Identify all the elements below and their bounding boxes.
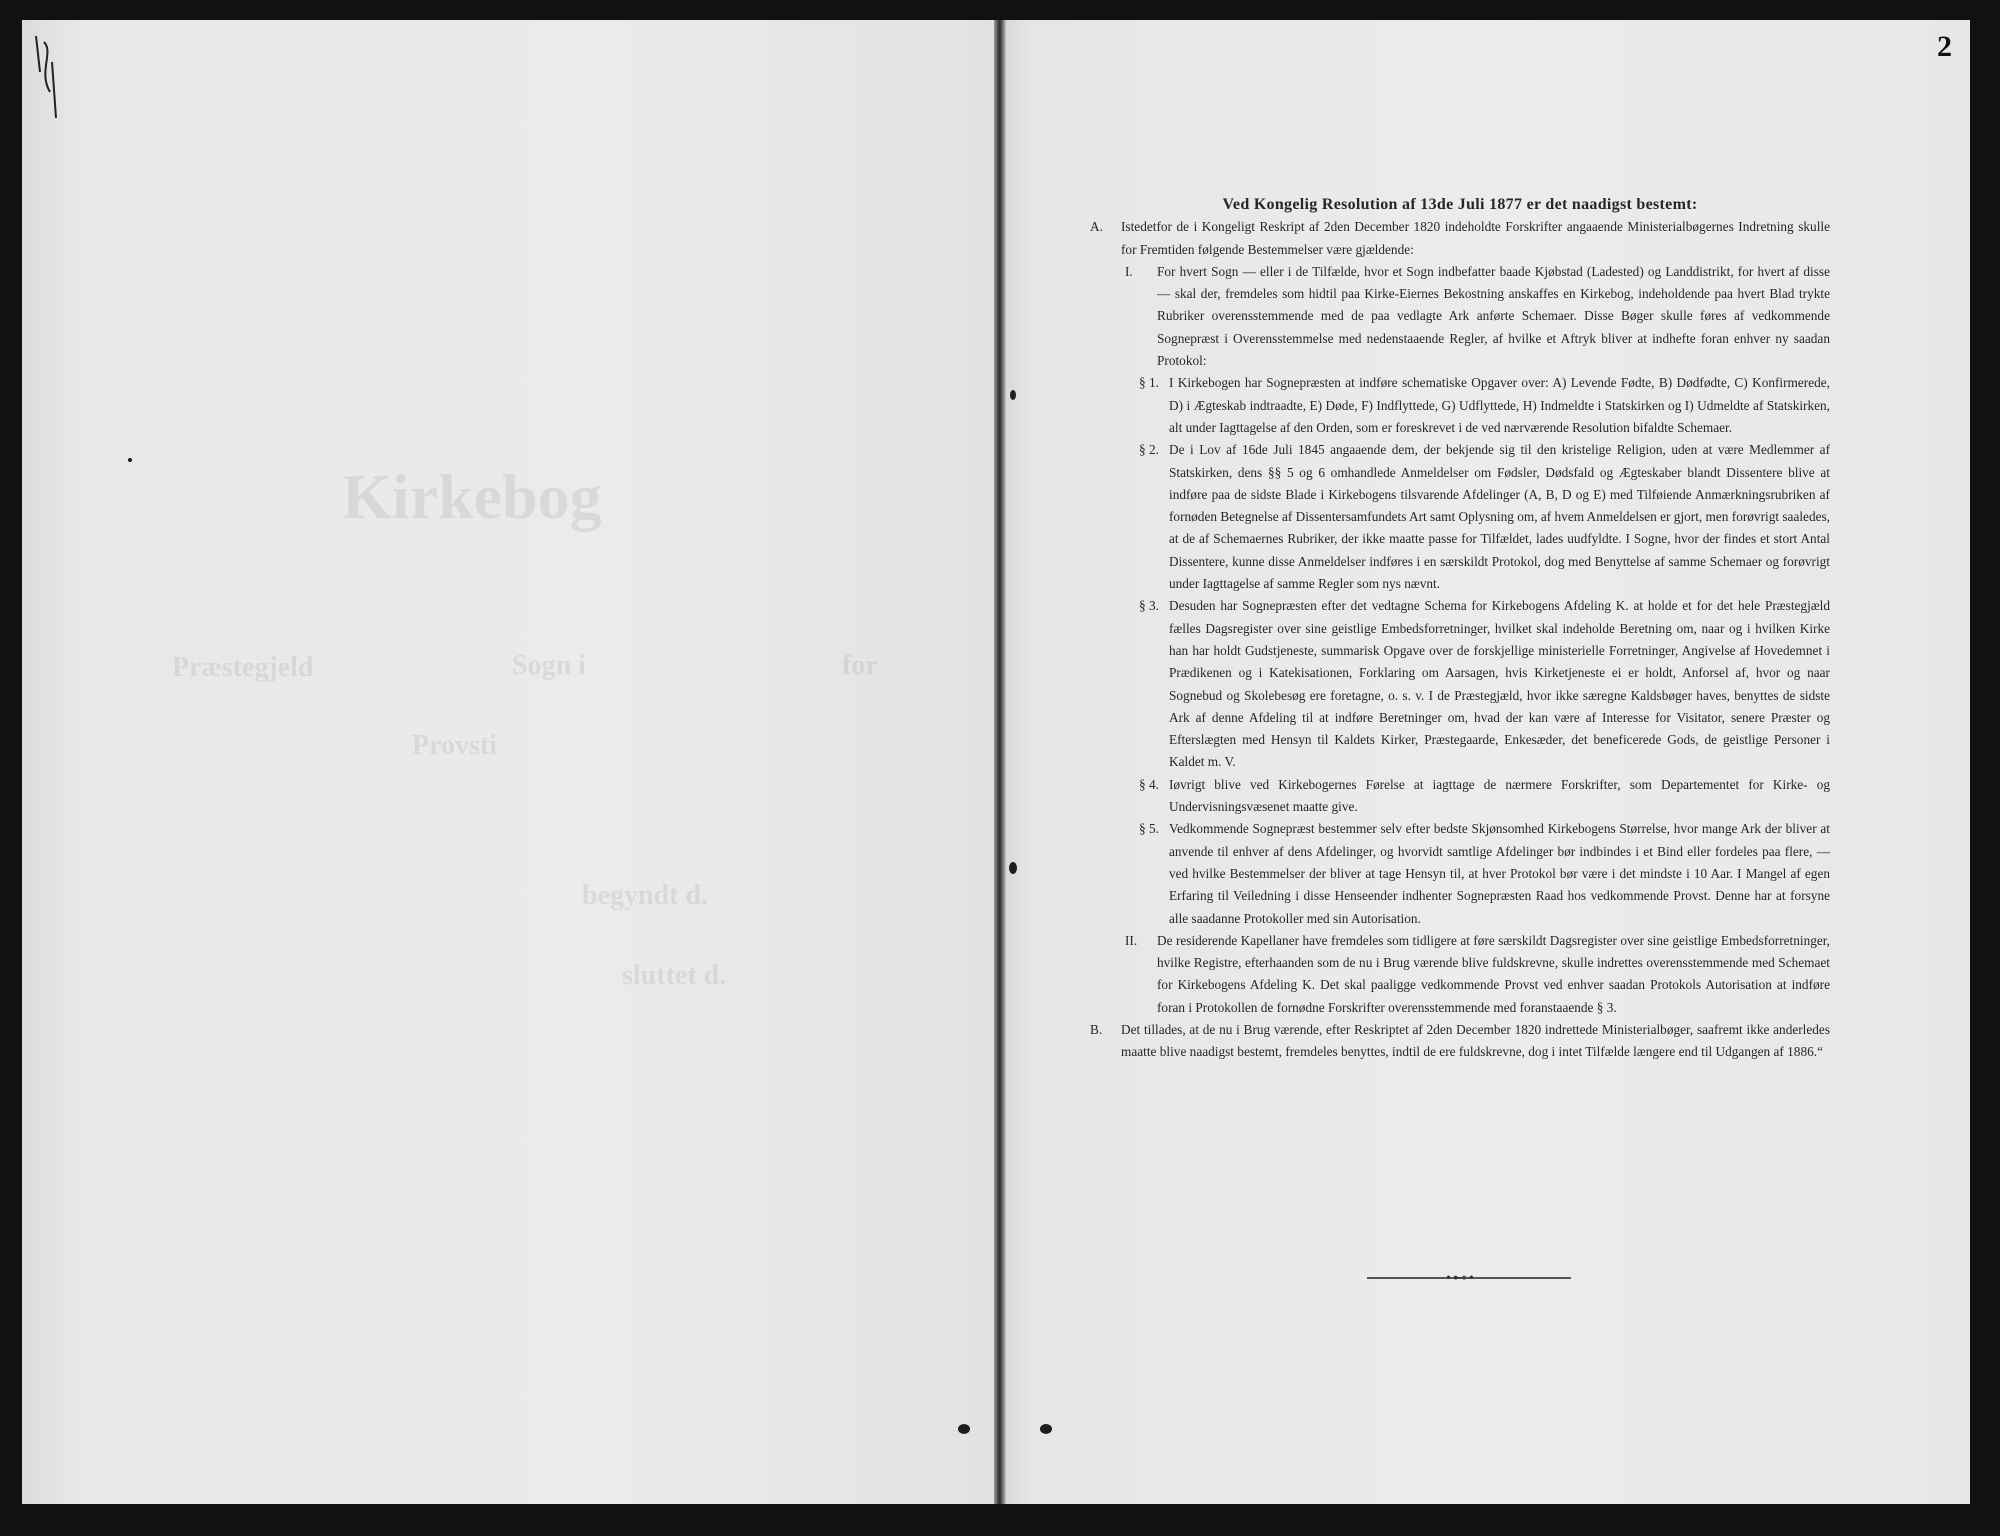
section-a-label: A. (1090, 219, 1103, 235)
paragraph-5-text: Vedkommende Sognepræst bestemmer selv efter bedste Skjønsomhed Kirkebogens Størrelse, hvor mange Ark der bliver at anvende til enhver af dens Afdelinger, og hvorvidt samtlige Afdelinger bør indbindes i et Bind eller fordeles paa flere, — ved hvilke Bestemmelser der bliver at tage Hensyn til, at hver Protokol bør være i det mindste i 10 Aar. I Mangel af egen Erfaring til Veiledning i disse Henseender indhenter Sognepræsten Raad hos vedkommende Provst. Denne har at forsyne alle saadanne Protokoller med sin Autorisation. (1169, 821, 1830, 926)
page-heading: Ved Kongelig Resolution af 13de Juli 1877 er det naadigst bestemt: (1222, 196, 1698, 213)
binding-thread (958, 1424, 970, 1434)
section-a (1090, 216, 1830, 261)
book-gutter (994, 20, 1006, 1504)
section-a-ii-text: De residerende Kapellaner have fremdeles som tidligere at føre særskildt Dagsregister over sine geistlige Embedsforretninger, hvilke Registre, efterhaanden som de nu i Brug værende blive fuldskrevne, skulle indrettes overensstemmende med Schemaet for Kirkebogens Afdeling K. Det skal paaligge vedkommende Provst ved enhver saadan Protokols Autorisation at indføre foran i Protokollen de fornødne Forskrifter overensstemmende med foranstaaende § 3. (1157, 932, 1830, 1015)
paragraph-2-text: De i Lov af 16de Juli 1845 angaaende dem, der bekjende sig til den kristelige Religion, uden at være Medlemmer af Statskirken, dens §§ 5 og 6 omhandlede Anmeldelser om Fødsler, Dødsfald og Ægteskaber blandt Dissentere blive at indføre paa de sidste Blade i Kirkebogens tilsvarende Afdelinger (A, B, D og E) med Tilføiende Anmærkningsrubriken af fornøden Betegnelse af Dissentersamfundets Art samt Oplysning om, af hvem Anmeldelsen er gjort, men forøvrigt saaledes, at de af Schemaernes Rubriker, der ikke maatte passe for Tilfældet, lades uudfyldte. I Sogne, hvor der findes et stort Antal Dissentere, kunne disse Anmeldelser indføres i en særskildt Protokol, dog med Benyttelse af samme Schemaer og forøvrigt under Iagttagelse af samme Regler som nys nævnt. (1169, 442, 1830, 592)
ghost-line-sluttet: sluttet d. (622, 960, 727, 991)
ghost-line-for: for (842, 650, 878, 681)
paragraph-4-label: § 4. (1139, 776, 1159, 792)
paragraph-2 (1139, 439, 1830, 595)
section-b-text: Det tillades, at de nu i Brug værende, efter Reskriptet af 2den December 1820 indrettede Ministerialbøger, saafremt ikke anderledes maatte blive naadigst bestemt, fremdeles benyttes, indtil de ere fuldskrevne, dog i intet Tilfælde længere end til Udgangen af 1886.“ (1121, 1021, 1830, 1060)
section-b-label: B. (1090, 1021, 1103, 1037)
section-a-i-text: For hvert Sogn — eller i de Tilfælde, hvor et Sogn indbefatter baade Kjøbstad (Ladested) og Landdistrikt, for hvert af disse — skal der, fremdeles som hidtil paa Kirke-Eiernes Bekostning anskaffes en Kirkebog, indeholdende paa hvert Blad trykte Rubriker overensstemmende med de paa vedlagte Ark anførte Schemaer. Disse Bøger skulle føres af vedkommende Sognepræst i Overensstemmelse med nedenstaaende Regler, af hvilke et Aftryk bliver at indhefte foran enhver ny saadan Protokol: (1157, 263, 1830, 369)
paragraph-3 (1139, 595, 1830, 773)
ghost-line-prestegjeld: Præstegjeld (172, 652, 314, 683)
paragraph-4 (1139, 774, 1830, 819)
left-page (22, 20, 1000, 1504)
paragraph-5 (1139, 818, 1830, 929)
ghost-line-sogn: Sogn i (512, 650, 586, 681)
section-a-text: Istedetfor de i Kongeligt Reskript af 2den December 1820 indeholdte Forskrifter angaaende Ministerialbøgernes Indretning skulle for Fremtiden følgende Bestemmelser være gjældende: (1121, 219, 1830, 257)
paragraph-1-text: I Kirkebogen har Sognepræsten at indføre schematiske Opgaver over: A) Levende Fødte, B) Dødfødte, C) Konfirmerede, D) i Ægteskab indtraadte, E) Døde, F) Indflyttede, G) Udflyttede, H) Indmeldte i Statskirken og I) Udmeldte af Statskirken, alt under Iagttagelse af den Orden, som er foreskrevet i de ved nærværende Resolution bifaldte Schemaer. (1169, 375, 1830, 435)
section-a-ii (1125, 930, 1830, 1019)
paragraph-3-text: Desuden har Sognepræsten efter det vedtagne Schema for Kirkebogens Afdeling K. at holde et for det hele Præstegjæld fælles Dagsregister over sine geistlige Embedsforretninger, hvilket skal indeholde Beretning om, naar og i hvilken Kirke han har holdt Gudstjeneste, summarisk Opgave over de forskjellige ministerielle Forretninger, Angivelse af Hovedemnet i Prædikenen og i Katekisationen, Forklaring om Aarsagen, hvis Kirketjeneste ei er holdt, Anforsel af, hvor og naar Sognebud og Skolebesøg ere foretagne, o. s. v. I de Præstegjæld, hvor ikke særegne Kaldsbøger haves, benyttes de sidste Ark af denne Afdeling til at indføre Beretninger om, hvad der kan være af Interesse for Visitator, senere Præster og Efterslægten med Hensyn til Kaldets Kirker, Præstegaarde, Enkesæder, det beneficerede Gods, de geistlige Personer i Kaldet m. V. (1169, 598, 1830, 770)
paragraph-1 (1139, 372, 1830, 439)
binding-thread (1040, 1424, 1052, 1434)
section-b (1090, 1019, 1830, 1064)
pencil-scribble-icon (30, 32, 66, 122)
ghost-line-provsti: Provsti (412, 730, 498, 761)
resolution-text (1090, 194, 1830, 1064)
ghost-title: Kirkebog (342, 461, 602, 532)
paragraph-4-text: Iøvrigt blive ved Kirkebogernes Førelse at iagttage de nærmere Forskrifter, som Departementet for Kirke- og Undervisningsvæsenet maatte give. (1169, 776, 1830, 815)
ink-dot (128, 458, 132, 462)
divider-ornament: •⊷• (1446, 1271, 1476, 1286)
page-number: 2 (1937, 30, 1952, 63)
gutter-mark (1009, 862, 1017, 874)
gutter-mark (1010, 390, 1016, 400)
paragraph-3-label: § 3. (1139, 598, 1159, 614)
ghost-line-begyndt: begyndt d. (582, 880, 709, 911)
section-a-ii-label: II. (1125, 932, 1138, 948)
section-a-i-label: I. (1125, 263, 1133, 279)
section-a-i (1125, 261, 1830, 372)
paragraph-1-label: § 1. (1139, 375, 1159, 391)
paragraph-2-label: § 2. (1139, 442, 1159, 458)
paragraph-5-label: § 5. (1139, 821, 1159, 837)
